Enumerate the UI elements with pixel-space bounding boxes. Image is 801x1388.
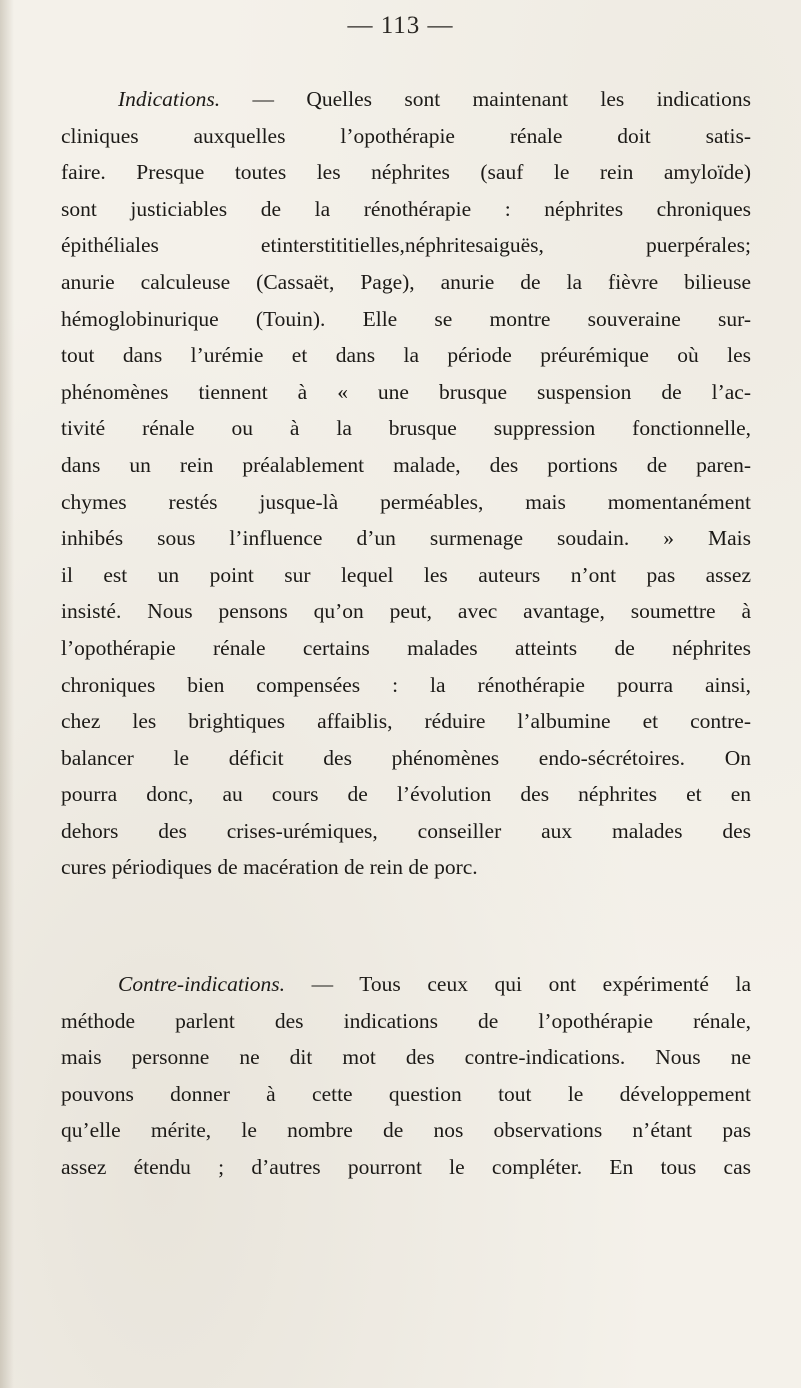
text-line: chymes restés jusque-là perméables, mais momentanément <box>61 489 751 514</box>
section-heading-indications: Indications. <box>118 87 221 111</box>
text-line: insisté. Nous pensons qu’on peut, avec avantage, soumettre à <box>61 599 751 624</box>
paragraph-indications <box>61 81 751 886</box>
text-line: anurie calculeuse (Cassaët, Page), anurie de la fièvre bilieuse <box>61 269 751 294</box>
text-line: qu’elle mérite, le nombre de nos observations n’étant pas <box>61 1118 751 1143</box>
text-line: chroniques bien compensées : la rénothérapie pourra ainsi, <box>61 672 751 697</box>
text-line: épithéliales etinterstititielles,néphritesaiguës, puerpérales; <box>61 233 751 258</box>
paragraph-first-line <box>61 966 751 1003</box>
text-line: cliniques auxquelles l’opothérapie rénale doit satis- <box>61 123 751 148</box>
text-line: l’opothérapie rénale certains malades atteints de néphrites <box>61 635 751 660</box>
text-line: tivité rénale ou à la brusque suppression fonctionnelle, <box>61 416 751 441</box>
text-line: pourra donc, au cours de l’évolution des néphrites et en <box>61 782 751 807</box>
text-line: cures périodiques de macération de rein de porc. <box>61 855 478 880</box>
text-line: assez étendu ; d’autres pourront le compléter. En tous cas <box>61 1154 751 1179</box>
text-line: dans un rein préalablement malade, des portions de paren- <box>61 452 751 477</box>
text-line: méthode parlent des indications de l’opothérapie rénale, <box>61 1008 751 1033</box>
text-line: — Tous ceux qui ont expérimenté la <box>311 972 752 996</box>
text-line: sont justiciables de la rénothérapie : néphrites chroniques <box>61 196 751 221</box>
text-line: chez les brightiques affaiblis, réduire l’albumine et contre- <box>61 709 751 734</box>
page-number: — 113 — <box>347 12 454 39</box>
text-line: pouvons donner à cette question tout le développement <box>61 1081 751 1106</box>
text-line: balancer le déficit des phénomènes endo-sécrétoires. On <box>61 745 751 770</box>
text-line: hémoglobinurique (Touin). Elle se montre souveraine sur- <box>61 306 751 331</box>
page-binding-shadow <box>0 0 14 1388</box>
text-line: il est un point sur lequel les auteurs n’ont pas assez <box>61 562 751 587</box>
paragraph-first-line <box>61 81 751 118</box>
text-line: phénomènes tiennent à « une brusque suspension de l’ac- <box>61 379 751 404</box>
text-line: dehors des crises-urémiques, conseiller aux malades des <box>61 818 751 843</box>
paragraph-contre-indications <box>61 966 751 1186</box>
text-line: mais personne ne dit mot des contre-indications. Nous ne <box>61 1045 751 1070</box>
text-line: inhibés sous l’influence d’un surmenage soudain. » Mais <box>61 526 751 551</box>
text-line: faire. Presque toutes les néphrites (sauf le rein amyloïde) <box>61 160 751 185</box>
text-line: tout dans l’urémie et dans la période préurémique où les <box>61 343 751 368</box>
section-heading-contre-indications: Contre-indications. <box>118 972 286 996</box>
text-line: — Quelles sont maintenant les indications <box>252 87 751 111</box>
